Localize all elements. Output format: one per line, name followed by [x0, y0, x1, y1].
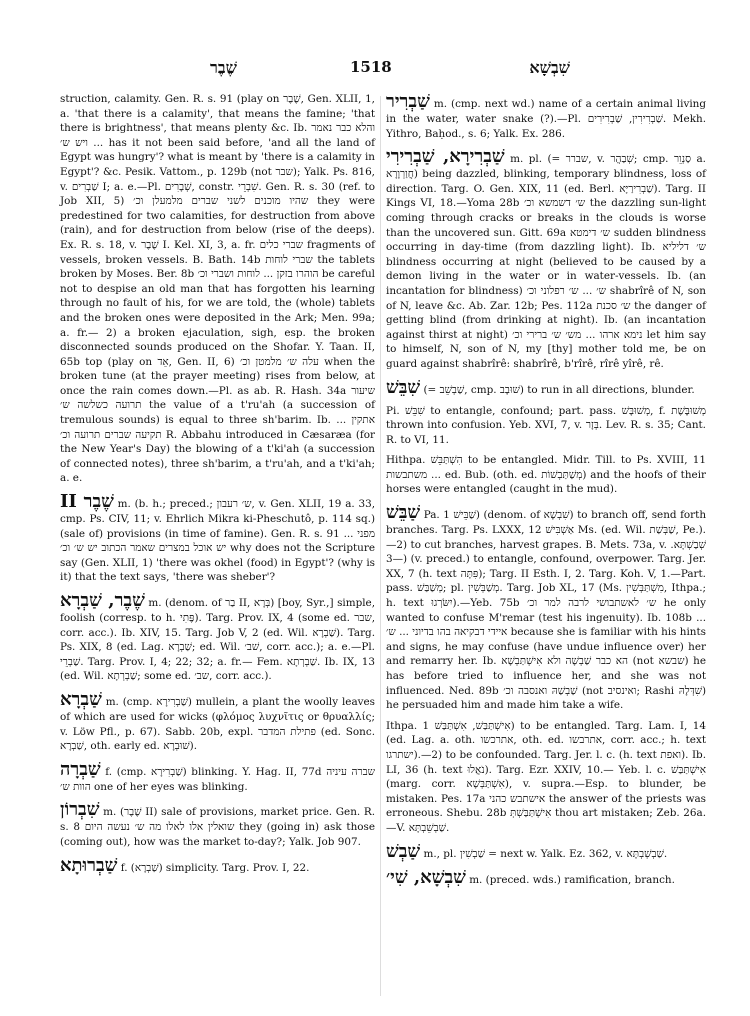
entry-headword: שַׁבְרוּתָא — [60, 854, 118, 876]
entry-text: m. pl. (= שברר, v. שְׁבַהֲר; cmp. סַנְוֵר a. חֲוַרְוָרָא) being dazzled, blinking, temporary blindness, loss of direction. Targ. O. Gen. XIX, 11 (ed. Berl. שַׁבְרִירַיָּא). Targ. II Kings VI, 18.—Yoma 28b ש׳ דשמשא וכ׳ the dazzling sun-light coming through cracks or breaks in the clouds is worse than the uncovered sun. Gitt. 69a ש׳ דימטא sudden blindness occurring in day-time (from dazzling light). Ib. ש׳ דליליא blindness occurring at night (believed to be caused by a demon living in the water or in water-vessels. Ib. (an incantation for blindness) ש׳ ... ש׳ רפלוני וכ׳ shabrîrê of N, son of N, leave &c. Ab. Zar. 12b; Pes. 112a ש׳ סכנת the danger of getting blind (from drinking at night). Ib. (an incantation against thirst at night) נימא ארהו ... מש׳ ש׳ ברירי וכ׳ let him say to himself, N, son of N, my [thy] mother told me, be on guard against shabrîrê: shabrîrê, b'rîrê, rîrê yîrê, rê. — [386, 153, 707, 370]
dictionary-entry — [386, 147, 706, 371]
dictionary-entry — [386, 503, 706, 713]
entry-text: m., pl. שַׁבְשִׁין = next w. Yalk. Ez. 362, v. שַׁבְשְׁבְתָּא. — [423, 847, 668, 860]
entry-text: struction, calamity. Gen. R. s. 91 (play on שֶׁבֶר, Gen. XLII, 1, a. 'that there is a calamity', that means the famine; 'that there is brightness', that means plenty &c. Ib. והלא כבר נאמר ... ויש ש׳ has it not been said before, 'and all the land of Egypt was hungry'? what is meant by 'there is a calamity in Egypt'? &c. Pesik. Vattom., p. 129b (not שבר); Yalk. Ps. 816, v. שַׁבְרִים I; a. e.—Pl. שְׁבָרִים, constr. שִׁבְרֵי. Gen. R. s. 30 (ref. to Job XII, 5) שהיו מוכנים לשני שברים מלמעלן וכ׳ they were predestined for two calamities, for destruction from above (rain), and for destruction from below (rise of the deeps). Ex. R. s. 18, v. שֶׁבֶר I. Kel. XI, 3, a. fr. שברי כלים fragments of vessels, broken vessels. B. Bath. 14b שברי לוחות the tablets broken by Moses. Ber. 8b הוהרו בזקן ... לוחות ושברי וכ׳ be careful not to despise an old man that has forgotten his learning through no fault of his, for we are told, the (whole) tablets and the broken ones were deposited in the Ark; Men. 99a; a. fr.— 2) a broken ejaculation, sigh, esp. the broken disconnected sounds produced on the Shofar. Y. Taan. II, 65b top (play on אֵד, Gen. II, 6) עלה ש׳ מלמטן וכ׳ when the broken tune (at the prayer meeting) rises from below, at once the rain comes down.—Pl. as ab. R. Hash. 34a שיעור תרועה כשלשה ש׳ the value of a t'ru'ah (a succession of tremulous sounds) is equal to three sh'barim. Ib. אתקין ... תקיעה שברים תרועה וכ׳ R. Abbahu introduced in Cæsaræa (for the New Year's Day) the blowing of a t'ki'ah (a succession of connected notes), three sh'barim, a t'ru'ah, and a t'ki'ah; a. e. — [60, 93, 376, 485]
page-number: 1518 — [350, 58, 392, 76]
header-left-word: שֶׁבֶר — [210, 58, 237, 77]
entry-headword: שַׁבְרִירָא, שַׁבְרִירִי — [386, 146, 505, 168]
entry-text: m. (denom. of בַר II, בְּרָא) [boy, Syr.,] simple, foolish (corresp. to h. פֶּתִי). Targ. Prov. IX, 4 (some ed. שבר, corr. acc.). Ib. XIV, 15. Targ. Job V, 2 (ed. Wil. שַׁבְרָא). Targ. Ps. XIX, 8 (ed. Lag. שַׁבְרָא; ed. Wil. שׁב׳, corr. acc.); a. e.—Pl. שַׁבְרֵי. Targ. Prov. I, 4; 22; 32; a. fr.— Fem. שַׁבְרְתָא. Ib. IX, 13 (ed. Wil. שַׁבְרְתָא; some ed. שב׳, corr. acc.). — [60, 597, 376, 683]
dictionary-entry — [386, 719, 706, 836]
entry-text: m. (b. h.; preced.; ש׳ רעבון, v. Gen. XLII, 19 a. 33, cmp. Ps. CIV, 11; v. Ehrlich Mikra ki-Pheschutô, p. 114 sq.) (sale of) provisions (in time of famine). Gen. R. s. 91 מפני ... יש אוכל במצרים שאמר הכתוב יש ש׳ וכ׳ why does not the Scripture say (Gen. XLII, 1) 'there was okhel (food) in Egypt'? (why is it) that the text says, 'there was sheber'? — [60, 498, 376, 584]
dictionary-entry — [60, 92, 375, 486]
entry-text: m. (שֶׁבֶר II) sale of provisions, market price. Gen. R. s. 8 שואלין אלו לאלו מה ש׳ נעשה היום they (going in) ask those (coming out), how was the market to-day?; Yalk. Job 907. — [60, 806, 376, 848]
header-right-word: שִׁבְשָׁא — [529, 58, 570, 77]
entry-headword: שִׁבְרוֹן — [60, 799, 100, 821]
dictionary-entry — [60, 800, 375, 849]
dictionary-entry — [60, 760, 375, 795]
entry-text: m. (preced. wds.) ramification, branch. — [469, 873, 675, 886]
dictionary-entry — [386, 378, 706, 398]
dictionary-entry — [386, 92, 706, 141]
right-column — [386, 92, 706, 894]
entry-text: m. (cmp. next wd.) name of a certain animal living in the water, water snake (?).—Pl. שַׁבְרִירִין, שַׁבְרִירִים. Mekh. Yithro, Baḥod., s. 6; Yalk. Ex. 286. — [386, 98, 706, 140]
page-header — [60, 58, 700, 80]
entry-headword: שַׁבְרִיר — [386, 91, 430, 112]
column-divider — [380, 96, 381, 996]
entry-headword: שַׁבְרָא — [60, 688, 102, 710]
dictionary-entry — [386, 842, 706, 862]
dictionary-entry — [60, 492, 375, 585]
entry-headword: שִׁבֵּשׁ — [386, 376, 421, 398]
entry-headword: שִׁבְשָׁא, שִׁי׳ — [386, 866, 466, 888]
dictionary-entry — [60, 690, 375, 754]
dictionary-entry — [60, 591, 375, 684]
entry-headword: שֶׁבֶר II — [60, 491, 114, 513]
entry-text: f. (שַׁבְרָא) simplicity. Targ. Prov. I, 22. — [120, 861, 310, 874]
entry-text: Ithpa. אִישְׁתַּבַּשׁ, אִשְׁתַּבַּשׁ 1) to be entangled. Targ. Lam. I, 14 (ed. Lag. a. oth. אתרכשו, oth. ed. אתרבשו, corr. acc.; h. text ישתרגו).—2) to be confounded. Targ. Jer. l. c. (h. text ואפת). Ib. LI, 36 (h. text נֹאֲלוּ). Targ. Ezr. XXIV, 10.— Yeb. l. c. אִישְׁתַּבַּשׁ (marg. corr. אִשְׁתַּבְּשָׁא), v. supra.—Esp. to blunder, be mistaken. Pes. 17a אישתבש כהני the answer of the priests was erroneous. Shebu. 28b אִישְׁתַּבַּשְׁתְּ thou art mistaken; Zeb. 26a.—V. שַׁבְשֵׁבְתָּא. — [386, 719, 707, 834]
entry-text: Hithpa. הִשְׁתַּבֵּשׁ to be entangled. Midr. Till. to Ps. XVIII, 11 משתבשות ... ed. Bub. (oth. ed. מְשַׁתַּבְשׁוֹת) and the hoofs of their horses were entangled (caught in the mud). — [386, 454, 706, 496]
entry-text: Pa. שַׁבֵּישׁ 1) (denom. of שִׁבְשָׁא) to branch off, send forth branches. Targ. Ps. LXXX, 12 אַשְׁבִּישׁ Ms. (ed. Wil. שַׁבְּשַׁת, Pe.).—2) to cut branches, harvest grapes. B. Mets. 73a, v. שְׁבַשְׁתָּא.—3) (v. preced.) to entangle, confound, overpower. Targ. Jer. XX, 7 (h. text פִּתָּה); Targ. II Esth. I, 2. Targ. Koh. V, 1.—Part. pass. מְשַׁבַּשׁ; pl. מְשַׁבְּשִׁין. Targ. Job XL, 17 (Ms. מִשְׁתַּבְּשִׁין, Ithpa.; h. text יִשֹּׂרְגוּ).—Yeb. 75b ש׳ לאשתבושי לרבה למר וכ׳ he only wanted to confuse M'remar (test his ingenuity). Ib. 108b ... איידי דבקיאה בהו בדיוני ... ש׳ because she is familiar with his hints and signs, he may confuse (have undue influence over) her and remarry her. Ib. הא כבר שַׁבְשָׁה ולא אִישְׁתַּבְשָׁא (not שבשא) he has before tried to influence her, and she was not influenced. Ned. 89b שַׁבְשַׁהּ ואנסבה וכ׳ (not ואינסיב; Rashi שִׁדְּלָהּ) he persuaded him and made him take a wife. — [386, 509, 707, 712]
entry-headword: שַׁבְשׁ — [386, 840, 421, 862]
entry-headword: שַׁבְרָה — [60, 758, 101, 780]
entry-headword: שֶׁבֶר, שַׁבְרָא — [60, 590, 145, 611]
entry-text: Pi. שִׁבֵּשׁ to entangle, confound; part. pass. מְשׁוּבָּשׁ, f. מְשׁוּבֶּשֶׁת thrown into confusion. Yeb. XVI, 7, v. בְּזָר. Lev. R. s. 35; Cant. R. to VI, 11. — [386, 404, 706, 446]
entry-text: f. (cmp. שַׁבְרִירָא) blinking. Y. Hag. II, 77d שברה עיניה הוות ש׳ one of her eyes was blinking. — [60, 765, 375, 793]
entry-text: (= שַׁבְשֵׁב, cmp. שׁוּבָב) to run in all directions, blunder. — [423, 383, 695, 396]
entry-text: m. (cmp. שַׁבְרִירָא) mullein, a plant the woolly leaves of which are used for wicks (φλόμος λυχνῖτις or θρυαλλίς; v. Löw Pfl., p. 67). Sabb. 20b, expl. פתילת המדבר (ed. Sonc. שַׁבְרָא, oth. early ed. שׁוּבְרָא). — [60, 695, 375, 753]
dictionary-entry — [386, 453, 706, 497]
entry-headword: שַׁבֵּשׁ — [386, 502, 421, 524]
dictionary-entry — [386, 404, 706, 448]
dictionary-entry — [60, 856, 375, 876]
dictionary-entry — [386, 868, 706, 888]
left-column — [60, 92, 375, 882]
